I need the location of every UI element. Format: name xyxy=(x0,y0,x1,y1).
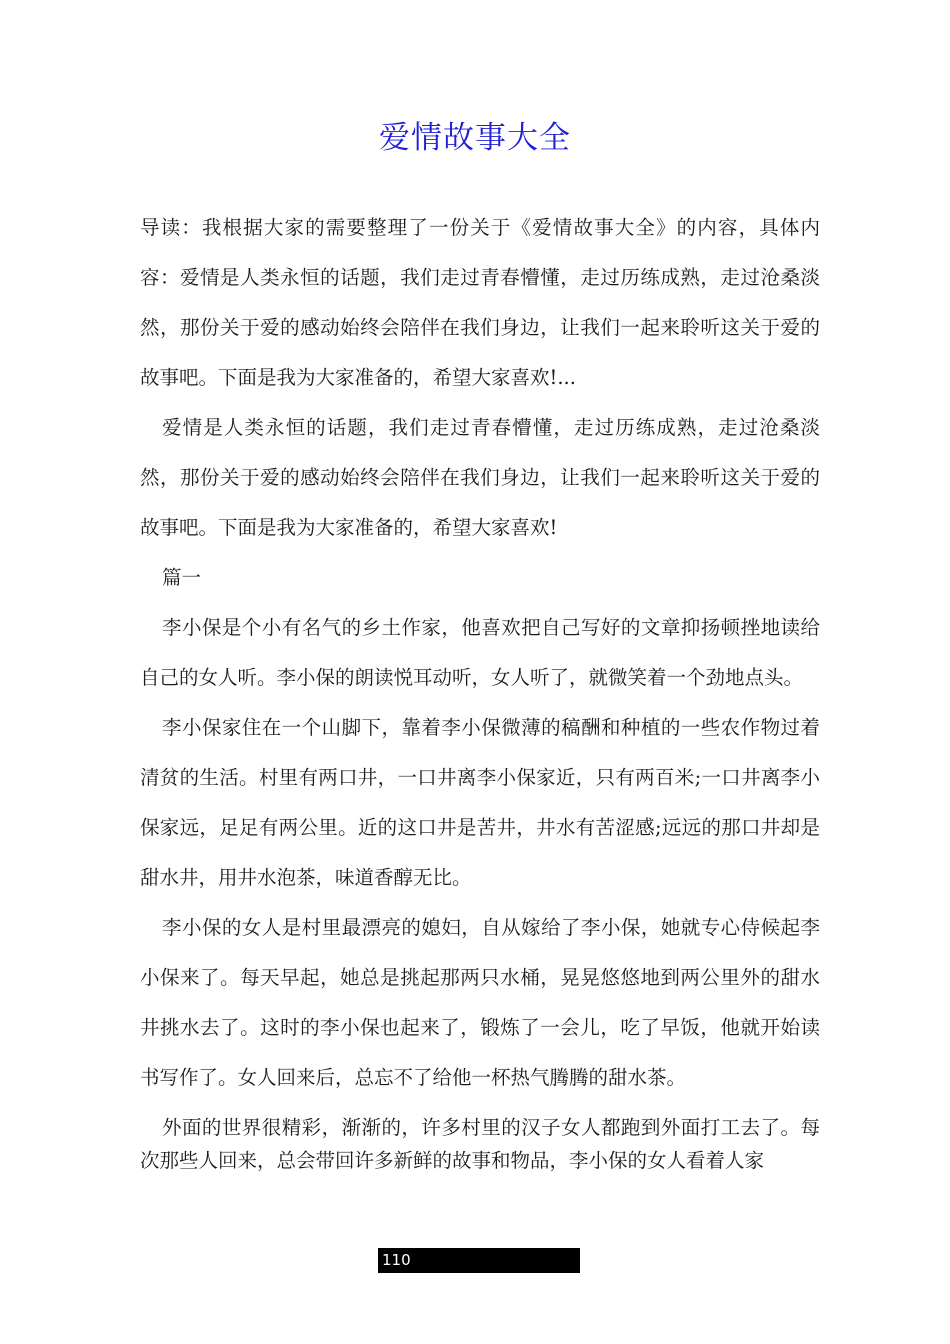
document-title: 爱情故事大全 xyxy=(379,120,571,156)
document-body xyxy=(140,203,820,1177)
body-paragraph: 外面的世界很精彩，渐渐的，许多村里的汉子女人都跑到外面打工去了。每次那些人回来，总会带回许多新鲜的故事和物品，李小保的女人看着人家 xyxy=(140,1116,820,1172)
body-paragraph: 爱情是人类永恒的话题，我们走过青春懵懂，走过历练成熟，走过沧桑淡然，那份关于爱的感动始终会陪伴在我们身边，让我们一起来聆听这关于爱的故事吧。下面是我为大家准备的，希望大家喜欢! xyxy=(140,416,820,539)
page-number-bar xyxy=(378,1248,580,1273)
body-paragraph: 李小保的女人是村里最漂亮的媳妇，自从嫁给了李小保，她就专心侍候起李小保来了。每天早起，她总是挑起那两只水桶，晃晃悠悠地到两公里外的甜水井挑水去了。这时的李小保也起来了，锻炼了一会儿，吃了早饭，他就开始读书写作了。女人回来后，总忘不了给他一杯热气腾腾的甜水茶。 xyxy=(140,916,820,1089)
body-paragraph: 李小保家住在一个山脚下，靠着李小保微薄的稿酬和种植的一些农作物过着清贫的生活。村里有两口井，一口井离李小保家近，只有两百米;一口井离李小保家远，足足有两公里。近的这口井是苦井，井水有苦涩感;远远的那口井却是甜水井，用井水泡茶，味道香醇无比。 xyxy=(140,716,820,889)
intro-paragraph: 导读：我根据大家的需要整理了一份关于《爱情故事大全》的内容，具体内容：爱情是人类永恒的话题，我们走过青春懵懂，走过历练成熟，走过沧桑淡然，那份关于爱的感动始终会陪伴在我们身边，让我们一起来聆听这关于爱的故事吧。下面是我为大家准备的，希望大家喜欢!... xyxy=(140,216,820,389)
body-paragraph: 李小保是个小有名气的乡土作家，他喜欢把自己写好的文章抑扬顿挫地读给自己的女人听。李小保的朗读悦耳动听，女人听了，就微笑着一个劲地点头。 xyxy=(140,616,820,689)
section-heading: 篇一 xyxy=(162,566,202,589)
page-number: 110 xyxy=(382,1251,411,1269)
